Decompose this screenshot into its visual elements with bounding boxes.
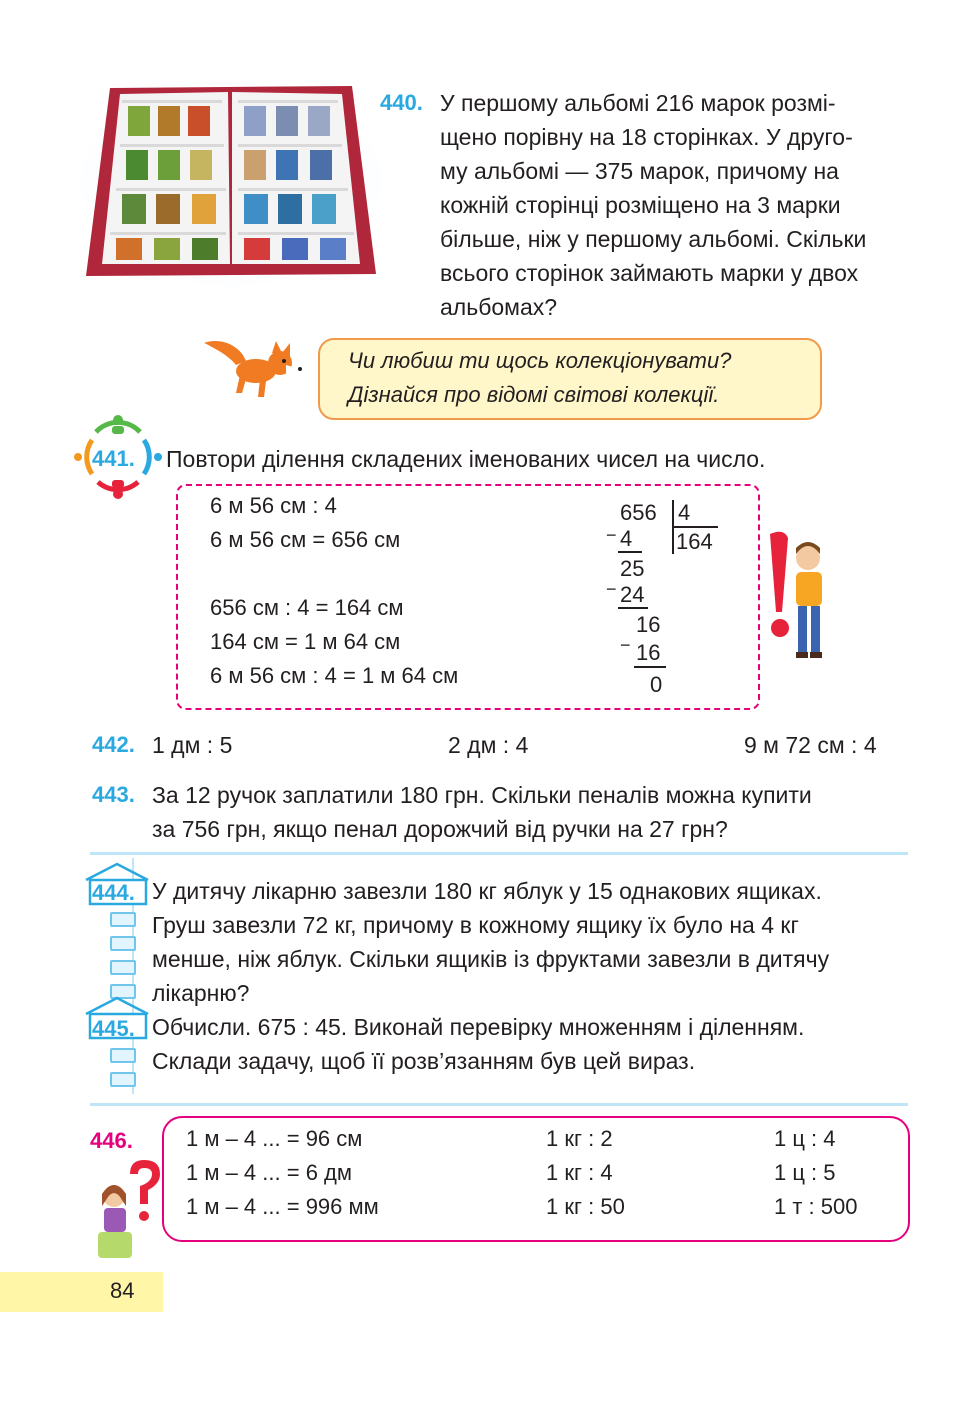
exercise-number-445: 445. (92, 1016, 135, 1041)
expression: 1 кг : 2 (546, 1126, 613, 1151)
step-line (210, 557, 458, 591)
exercise-number-446: 446. (90, 1128, 133, 1153)
text-line: У першому альбомі 216 марок розмі- (440, 90, 836, 116)
notebook-tab (110, 1048, 136, 1063)
question-bubble (318, 338, 822, 420)
text-line: За 12 ручок заплатили 180 грн. Скільки пеналів можна купити (152, 782, 812, 808)
text-line: Груш завезли 72 кг, причому в кожному ящику їх було на 4 кг (152, 912, 799, 938)
text-line: лікарню? (152, 980, 250, 1006)
dividend: 656 (620, 500, 657, 525)
minus-sign: − (620, 635, 631, 655)
stamp-album-image (80, 76, 382, 288)
exercise-number-442: 442. (92, 732, 135, 757)
underline (618, 551, 642, 553)
remainder-2: 16 (636, 612, 661, 637)
expression: 1 м – 4 ... = 96 см (186, 1126, 363, 1151)
notebook-tab (110, 1072, 136, 1087)
notebook-tab (110, 960, 136, 975)
fox-illustration (200, 335, 304, 405)
underline (618, 607, 648, 609)
minus-sign: − (606, 579, 617, 599)
remainder-3: 0 (650, 672, 663, 697)
bubble-line-1: Чи любиш ти щось колекціонувати? (348, 348, 732, 373)
notebook-tab (110, 936, 136, 951)
example-steps (210, 489, 458, 693)
subtrahend-3: 16 (636, 640, 661, 665)
notebook-tab (110, 912, 136, 927)
division-horizontal-line (672, 526, 718, 528)
text-line: всього сторінок займають марки у двох (440, 260, 859, 286)
remainder-1: 25 (620, 556, 645, 581)
exercise-440-text (440, 86, 908, 324)
bubble-line-2: Дізнайся про відомі світові колекції. (348, 382, 720, 407)
exercise-441-title: Повтори ділення складених іменованих чисел на число. (166, 446, 766, 472)
expression: 2 дм : 4 (448, 732, 529, 758)
exercise-number-440: 440. (380, 90, 423, 115)
expression: 1 м – 4 ... = 996 мм (186, 1194, 379, 1219)
text-line: му альбомі — 375 марок, причому на (440, 158, 839, 184)
text-line: за 756 грн, якщо пенал дорожчий від ручки на 27 грн? (152, 816, 728, 842)
text-line: більше, ніж у першому альбомі. Скільки (440, 226, 867, 252)
text-line: У дитячу лікарню завезли 180 кг яблук у 15 однакових ящиках. (152, 878, 822, 904)
exercise-number-441: 441. (92, 446, 135, 471)
step-line: 656 см : 4 = 164 см (210, 595, 404, 620)
text-line: Обчисли. 675 : 45. Виконай перевірку множенням і діленням. (152, 1014, 805, 1040)
subtrahend-1: 4 (620, 526, 633, 551)
expression: 1 ц : 4 (774, 1126, 836, 1151)
text-line: кожній сторінці розміщено на 3 марки (440, 192, 841, 218)
exercise-number-444: 444. (92, 880, 135, 905)
expression: 1 ц : 5 (774, 1160, 836, 1185)
boy-exclamation-illustration (764, 528, 830, 664)
expression: 1 дм : 5 (152, 732, 233, 758)
exercise-444-text (152, 874, 908, 1010)
step-line: 6 м 56 см = 656 см (210, 527, 401, 552)
col-3 (774, 1122, 857, 1224)
text-line: менше, ніж яблук. Скільки ящиків із фруктами завезли в дитячу (152, 946, 830, 972)
minus-sign: − (606, 525, 617, 545)
long-division (600, 498, 740, 698)
subtrahend-2: 24 (620, 582, 645, 607)
exercise-number-443: 443. (92, 782, 135, 807)
page-number: 84 (110, 1278, 135, 1303)
underline (634, 666, 666, 668)
expression: 1 кг : 50 (546, 1194, 625, 1219)
expression: 1 кг : 4 (546, 1160, 613, 1185)
quotient: 164 (676, 529, 713, 554)
exercise-443-text (152, 778, 908, 846)
step-line: 6 м 56 см : 4 = 1 м 64 см (210, 663, 459, 688)
page-number-band (0, 1272, 163, 1312)
divisor: 4 (678, 500, 691, 525)
step-line: 6 м 56 см : 4 (210, 493, 337, 518)
girl-question-illustration (92, 1160, 164, 1264)
col-2 (546, 1122, 625, 1224)
text-line: щено порівну на 18 сторінках. У друго- (440, 124, 853, 150)
text-line: альбомах? (440, 294, 558, 320)
expression: 1 т : 500 (774, 1194, 858, 1219)
expression: 1 м – 4 ... = 6 дм (186, 1160, 352, 1185)
text-line: Склади задачу, щоб її розв’язанням був цей вираз. (152, 1048, 696, 1074)
step-line: 164 см = 1 м 64 см (210, 629, 401, 654)
col-1 (186, 1122, 379, 1224)
expression: 9 м 72 см : 4 (744, 732, 877, 758)
exercise-445-text (152, 1010, 908, 1078)
